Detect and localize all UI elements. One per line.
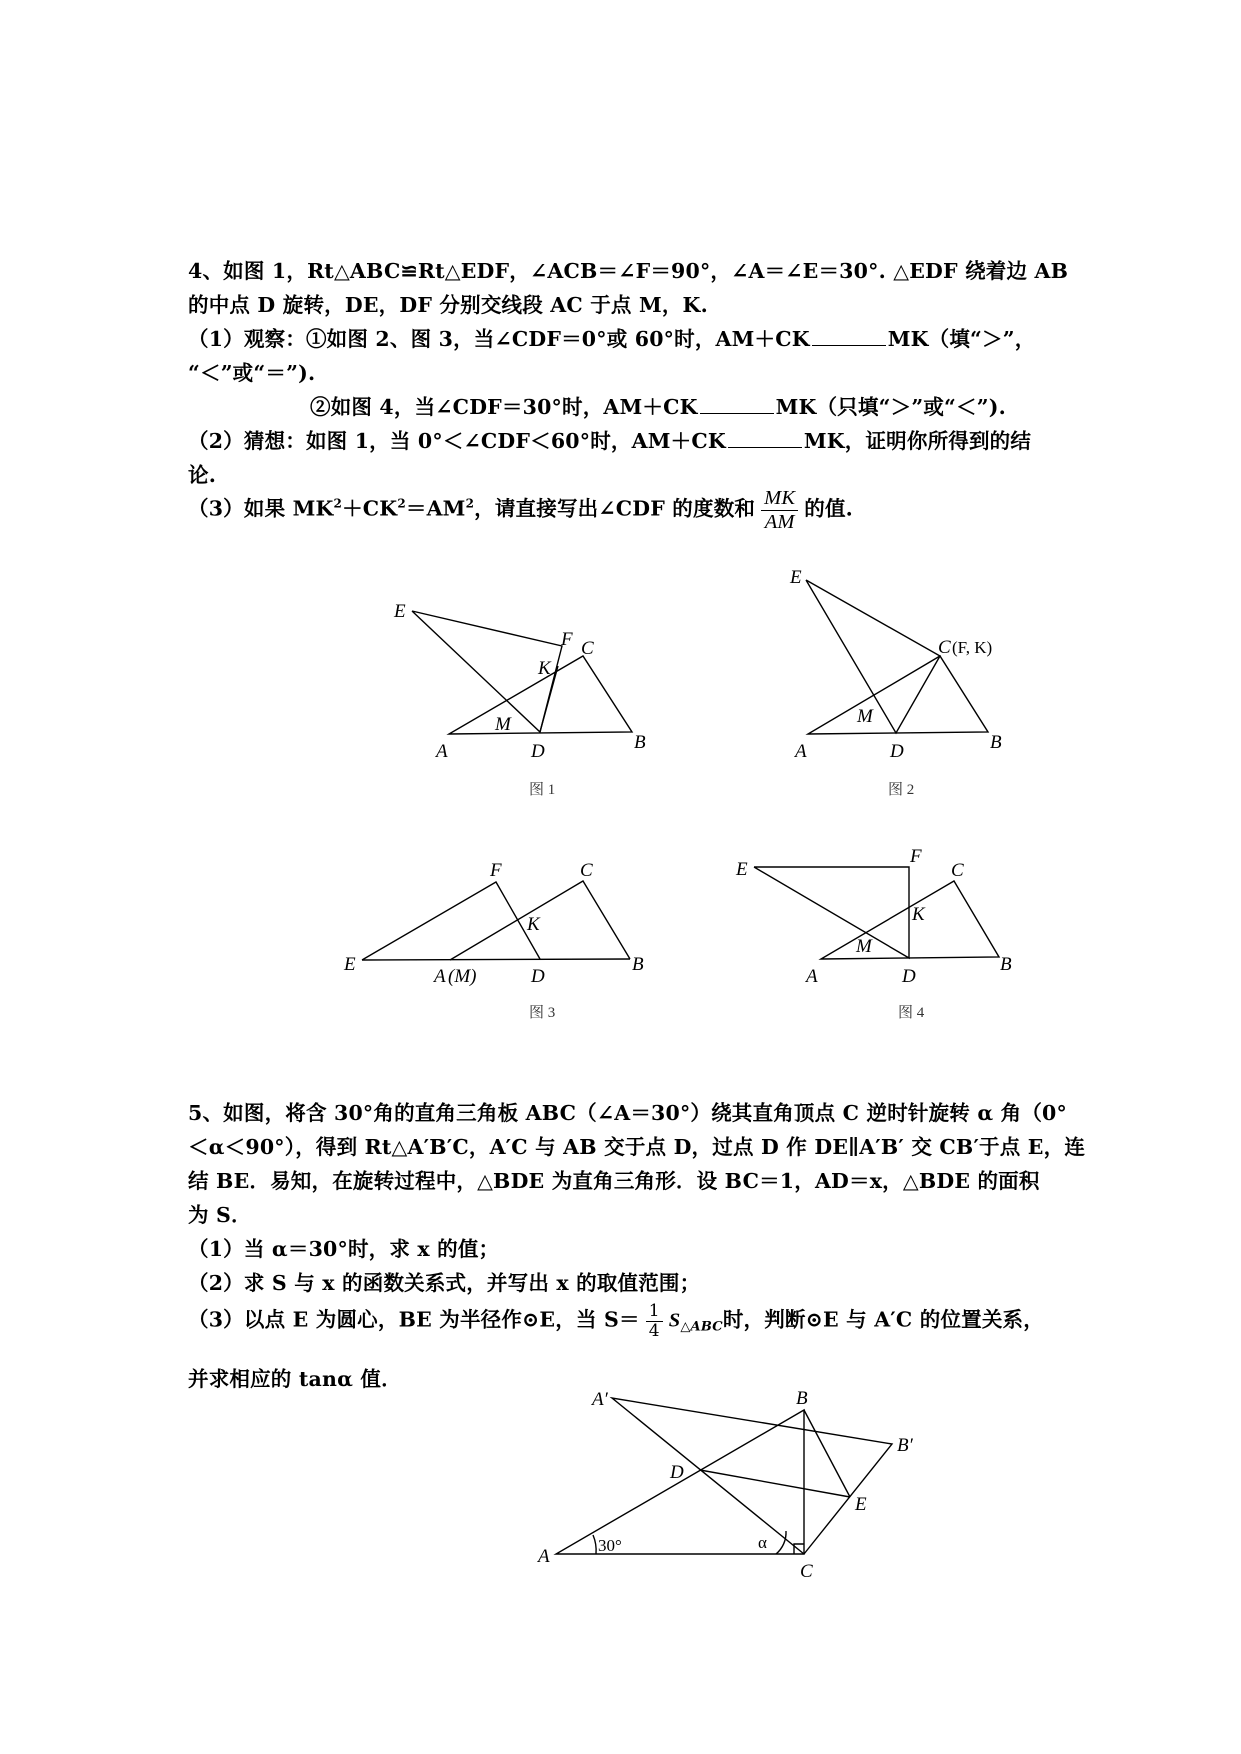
fig4-label-c: C bbox=[951, 860, 964, 881]
q4-part1-a: （1）观察：①如图 2、图 3，当∠CDF＝0°或 60°时，AM＋CK bbox=[188, 327, 810, 351]
fig2-triangle-edf bbox=[806, 580, 940, 733]
fig3-line-eb bbox=[362, 959, 630, 960]
fig4-caption: 图 4 bbox=[898, 1005, 925, 1021]
fraction-numerator: 1 bbox=[646, 1302, 663, 1322]
fig3-label-b: B bbox=[632, 954, 644, 975]
fig3-triangle-edf bbox=[362, 882, 540, 960]
q5-part3 bbox=[188, 1302, 1044, 1340]
area-subscript: △ABC bbox=[680, 1319, 723, 1335]
fig3-label-f: F bbox=[490, 860, 502, 881]
q4-part2-c: 论. bbox=[188, 463, 217, 487]
q4-line-2: 的中点 D 旋转，DE，DF 分别交线段 AC 于点 M，K. bbox=[188, 293, 708, 317]
fig2-triangle-abc bbox=[808, 656, 988, 734]
q5-part3-end: 并求相应的 tanα 值． bbox=[188, 1367, 402, 1391]
one-quarter-fraction bbox=[646, 1302, 663, 1340]
fig2-label-fk: (F, K) bbox=[952, 638, 993, 657]
fig4-label-d: D bbox=[902, 966, 916, 987]
q5-part3-a: （3）以点 E 为圆心，BE 为半径作⊙E，当 S＝ bbox=[188, 1307, 640, 1332]
fig2-label-b: B bbox=[990, 732, 1002, 753]
q5-line-2: ＜α＜90°），得到 Rt△A′B′C，A′C 与 AB 交于点 D，过点 D 作 DE∥A′B′ 交 CB′于点 E，连 bbox=[188, 1135, 1086, 1159]
q4-part1-b: MK（填“＞”， bbox=[887, 327, 1036, 351]
q4-part3-a: （3）如果 MK bbox=[188, 496, 334, 521]
fig3-label-c: C bbox=[580, 860, 593, 881]
fig3-label-e: E bbox=[344, 954, 356, 975]
q4-part3-d: ，请直接写出∠CDF 的度数和 bbox=[474, 496, 756, 521]
q4-part2-a: （2）猜想：如图 1，当 0°＜∠CDF＜60°时，AM＋CK bbox=[188, 429, 726, 453]
figure-1-lines bbox=[412, 611, 632, 734]
fraction-denominator: 4 bbox=[648, 1320, 660, 1341]
fig1-label-e: E bbox=[394, 601, 406, 622]
fig5-label-a: A bbox=[538, 1546, 550, 1567]
figure-2-lines bbox=[806, 580, 988, 734]
q5-line-1: 5、如图，将含 30°角的直角三角板 ABC（∠A＝30°）绕其直角顶点 C 逆时针旋转 α 角（0° bbox=[188, 1101, 1067, 1125]
fig4-label-k: K bbox=[912, 904, 925, 925]
figure-3-lines bbox=[362, 881, 630, 960]
q4-part3-b: ＋CK bbox=[342, 496, 398, 521]
fig5-label-e: E bbox=[855, 1494, 867, 1515]
fig3-label-m: (M) bbox=[448, 966, 477, 987]
q5-line-3: 结 BE．易知，在旋转过程中，△BDE 为直角三角形．设 BC＝1，AD＝x，△BDE 的面积 bbox=[188, 1169, 1040, 1193]
fig5-segment-de bbox=[700, 1470, 850, 1497]
q4-part1-c: “＜”或“＝”). bbox=[188, 361, 316, 385]
fig2-label-a: A bbox=[795, 741, 807, 762]
fig1-label-m: M bbox=[495, 714, 511, 735]
area-symbol: S bbox=[668, 1309, 681, 1332]
q4-sq-2: 2 bbox=[397, 496, 406, 511]
fig4-label-b: B bbox=[1000, 954, 1012, 975]
fig1-label-k: K bbox=[538, 658, 551, 679]
fig5-label-alpha: α bbox=[758, 1533, 767, 1552]
fraction-denominator: AM bbox=[764, 510, 795, 533]
fig2-label-d: D bbox=[890, 741, 904, 762]
q4-sq-3: 2 bbox=[465, 496, 475, 511]
fig1-label-d: D bbox=[531, 741, 545, 762]
q5-part1: （1）当 α＝30°时，求 x 的值； bbox=[188, 1237, 500, 1261]
fig4-triangle-abc bbox=[821, 881, 999, 959]
q4-part1-d-b: MK（只填“＞”或“＜”). bbox=[775, 395, 1006, 419]
q5-line-4: 为 S． bbox=[188, 1203, 252, 1227]
q4-part3-e: 的值. bbox=[804, 496, 854, 521]
fig5-label-a1: A′ bbox=[592, 1389, 608, 1410]
fig1-caption: 图 1 bbox=[529, 782, 556, 798]
fig5-triangle-a1b1c bbox=[612, 1398, 892, 1554]
fig5-segment-be bbox=[804, 1410, 850, 1497]
fig2-caption: 图 2 bbox=[888, 782, 915, 798]
q4-part1-d-a: ②如图 4，当∠CDF＝30°时，AM＋CK bbox=[310, 395, 698, 419]
fig1-label-a: A bbox=[436, 741, 448, 762]
fig3-label-d: D bbox=[531, 966, 545, 987]
fig5-label-30: 30° bbox=[598, 1536, 622, 1555]
fig2-label-m: M bbox=[857, 706, 873, 727]
figure-5-lines bbox=[556, 1398, 892, 1554]
fig4-label-m: M bbox=[856, 936, 872, 957]
q4-part3-c: ＝AM bbox=[405, 496, 466, 521]
fig5-label-d: D bbox=[670, 1462, 684, 1483]
fig2-label-c: C bbox=[938, 637, 951, 658]
q5-part3-b: 时，判断⊙E 与 A′C 的位置关系， bbox=[722, 1307, 1044, 1332]
fig4-label-f: F bbox=[910, 846, 922, 867]
q4-part2-b: MK，证明你所得到的结 bbox=[803, 429, 1032, 453]
q4-sq-1: 2 bbox=[333, 496, 343, 511]
fig1-label-f: F bbox=[561, 629, 573, 650]
fig5-angle-30-arc bbox=[593, 1535, 596, 1554]
fig3-caption: 图 3 bbox=[529, 1005, 556, 1021]
q4-line-1: 4、如图 1，Rt△ABC≌Rt△EDF，∠ACB＝∠F＝90°，∠A＝∠E＝30°. △EDF 绕着边 AB bbox=[188, 259, 1069, 283]
fig5-label-c: C bbox=[800, 1561, 813, 1582]
q5-part2: （2）求 S 与 x 的函数关系式，并写出 x 的取值范围； bbox=[188, 1271, 701, 1295]
fig4-triangle-edf bbox=[754, 867, 909, 958]
fraction-numerator: MK bbox=[761, 487, 798, 511]
fig3-label-k: K bbox=[527, 914, 540, 935]
fig5-label-b1: B′ bbox=[897, 1435, 913, 1456]
fig1-label-c: C bbox=[581, 638, 594, 659]
fig2-label-e: E bbox=[790, 567, 802, 588]
fig4-label-e: E bbox=[736, 859, 748, 880]
fig1-label-b: B bbox=[634, 732, 646, 753]
fig5-label-b: B bbox=[796, 1388, 808, 1409]
fig3-label-a: A bbox=[434, 966, 446, 987]
fig4-label-a: A bbox=[806, 966, 818, 987]
